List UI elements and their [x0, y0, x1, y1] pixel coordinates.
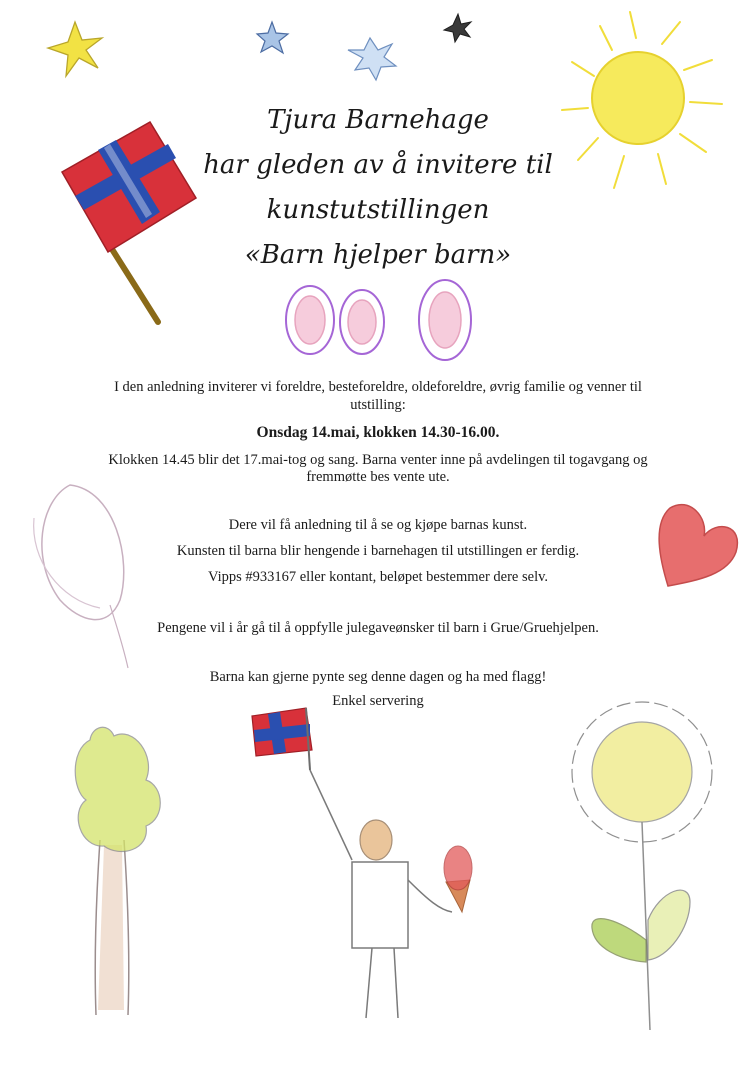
invitation-title-line-3: kunstutstillingen — [266, 195, 490, 225]
star-drawing-2 — [257, 22, 288, 53]
star-drawing-3 — [348, 38, 396, 80]
tree-drawing — [75, 727, 160, 1015]
dress-note-text: Barna kan gjerne pynte seg denne dagen og ha med flagg! — [209, 669, 547, 685]
parade-text-line-1: Klokken 14.45 blir det 17.mai-tog og sang. Barna venter inne på avdelingen til togavgang og — [108, 452, 648, 468]
intro-text-line-2: utstilling: — [350, 397, 406, 413]
donation-text: Pengene vil i år gå til å oppfylle julegaveønsker til barn i Grue/Gruehjelpen. — [157, 620, 599, 636]
child-drawing — [252, 708, 472, 1018]
art-hanging-text: Kunsten til barna blir hengende i barnehagen til utstillingen er ferdig. — [176, 543, 580, 559]
flowers-drawing — [286, 280, 471, 360]
parade-text-line-2: fremmøtte bes vente ute. — [306, 469, 450, 485]
art-sale-text: Dere vil få anledning til å se og kjøpe barnas kunst. — [228, 517, 528, 533]
star-drawing-4 — [444, 14, 471, 42]
sunflower-drawing — [572, 702, 712, 1030]
intro-text-line-1: I den anledning inviterer vi foreldre, besteforeldre, oldeforeldre, øvrig familie og venner til — [114, 379, 642, 395]
invitation-title-line-1: Tjura Barnehage — [267, 105, 489, 135]
event-date-time: Onsdag 14.mai, klokken 14.30-16.00. — [256, 424, 500, 441]
payment-text: Vipps #933167 eller kontant, beløpet bestemmer dere selv. — [207, 569, 549, 585]
star-drawing-1 — [48, 22, 102, 76]
serving-text: Enkel servering — [332, 693, 424, 709]
invitation-title-line-2: har gleden av å invitere til — [203, 150, 553, 180]
invitation-title-line-4: «Barn hjelper barn» — [244, 240, 512, 270]
